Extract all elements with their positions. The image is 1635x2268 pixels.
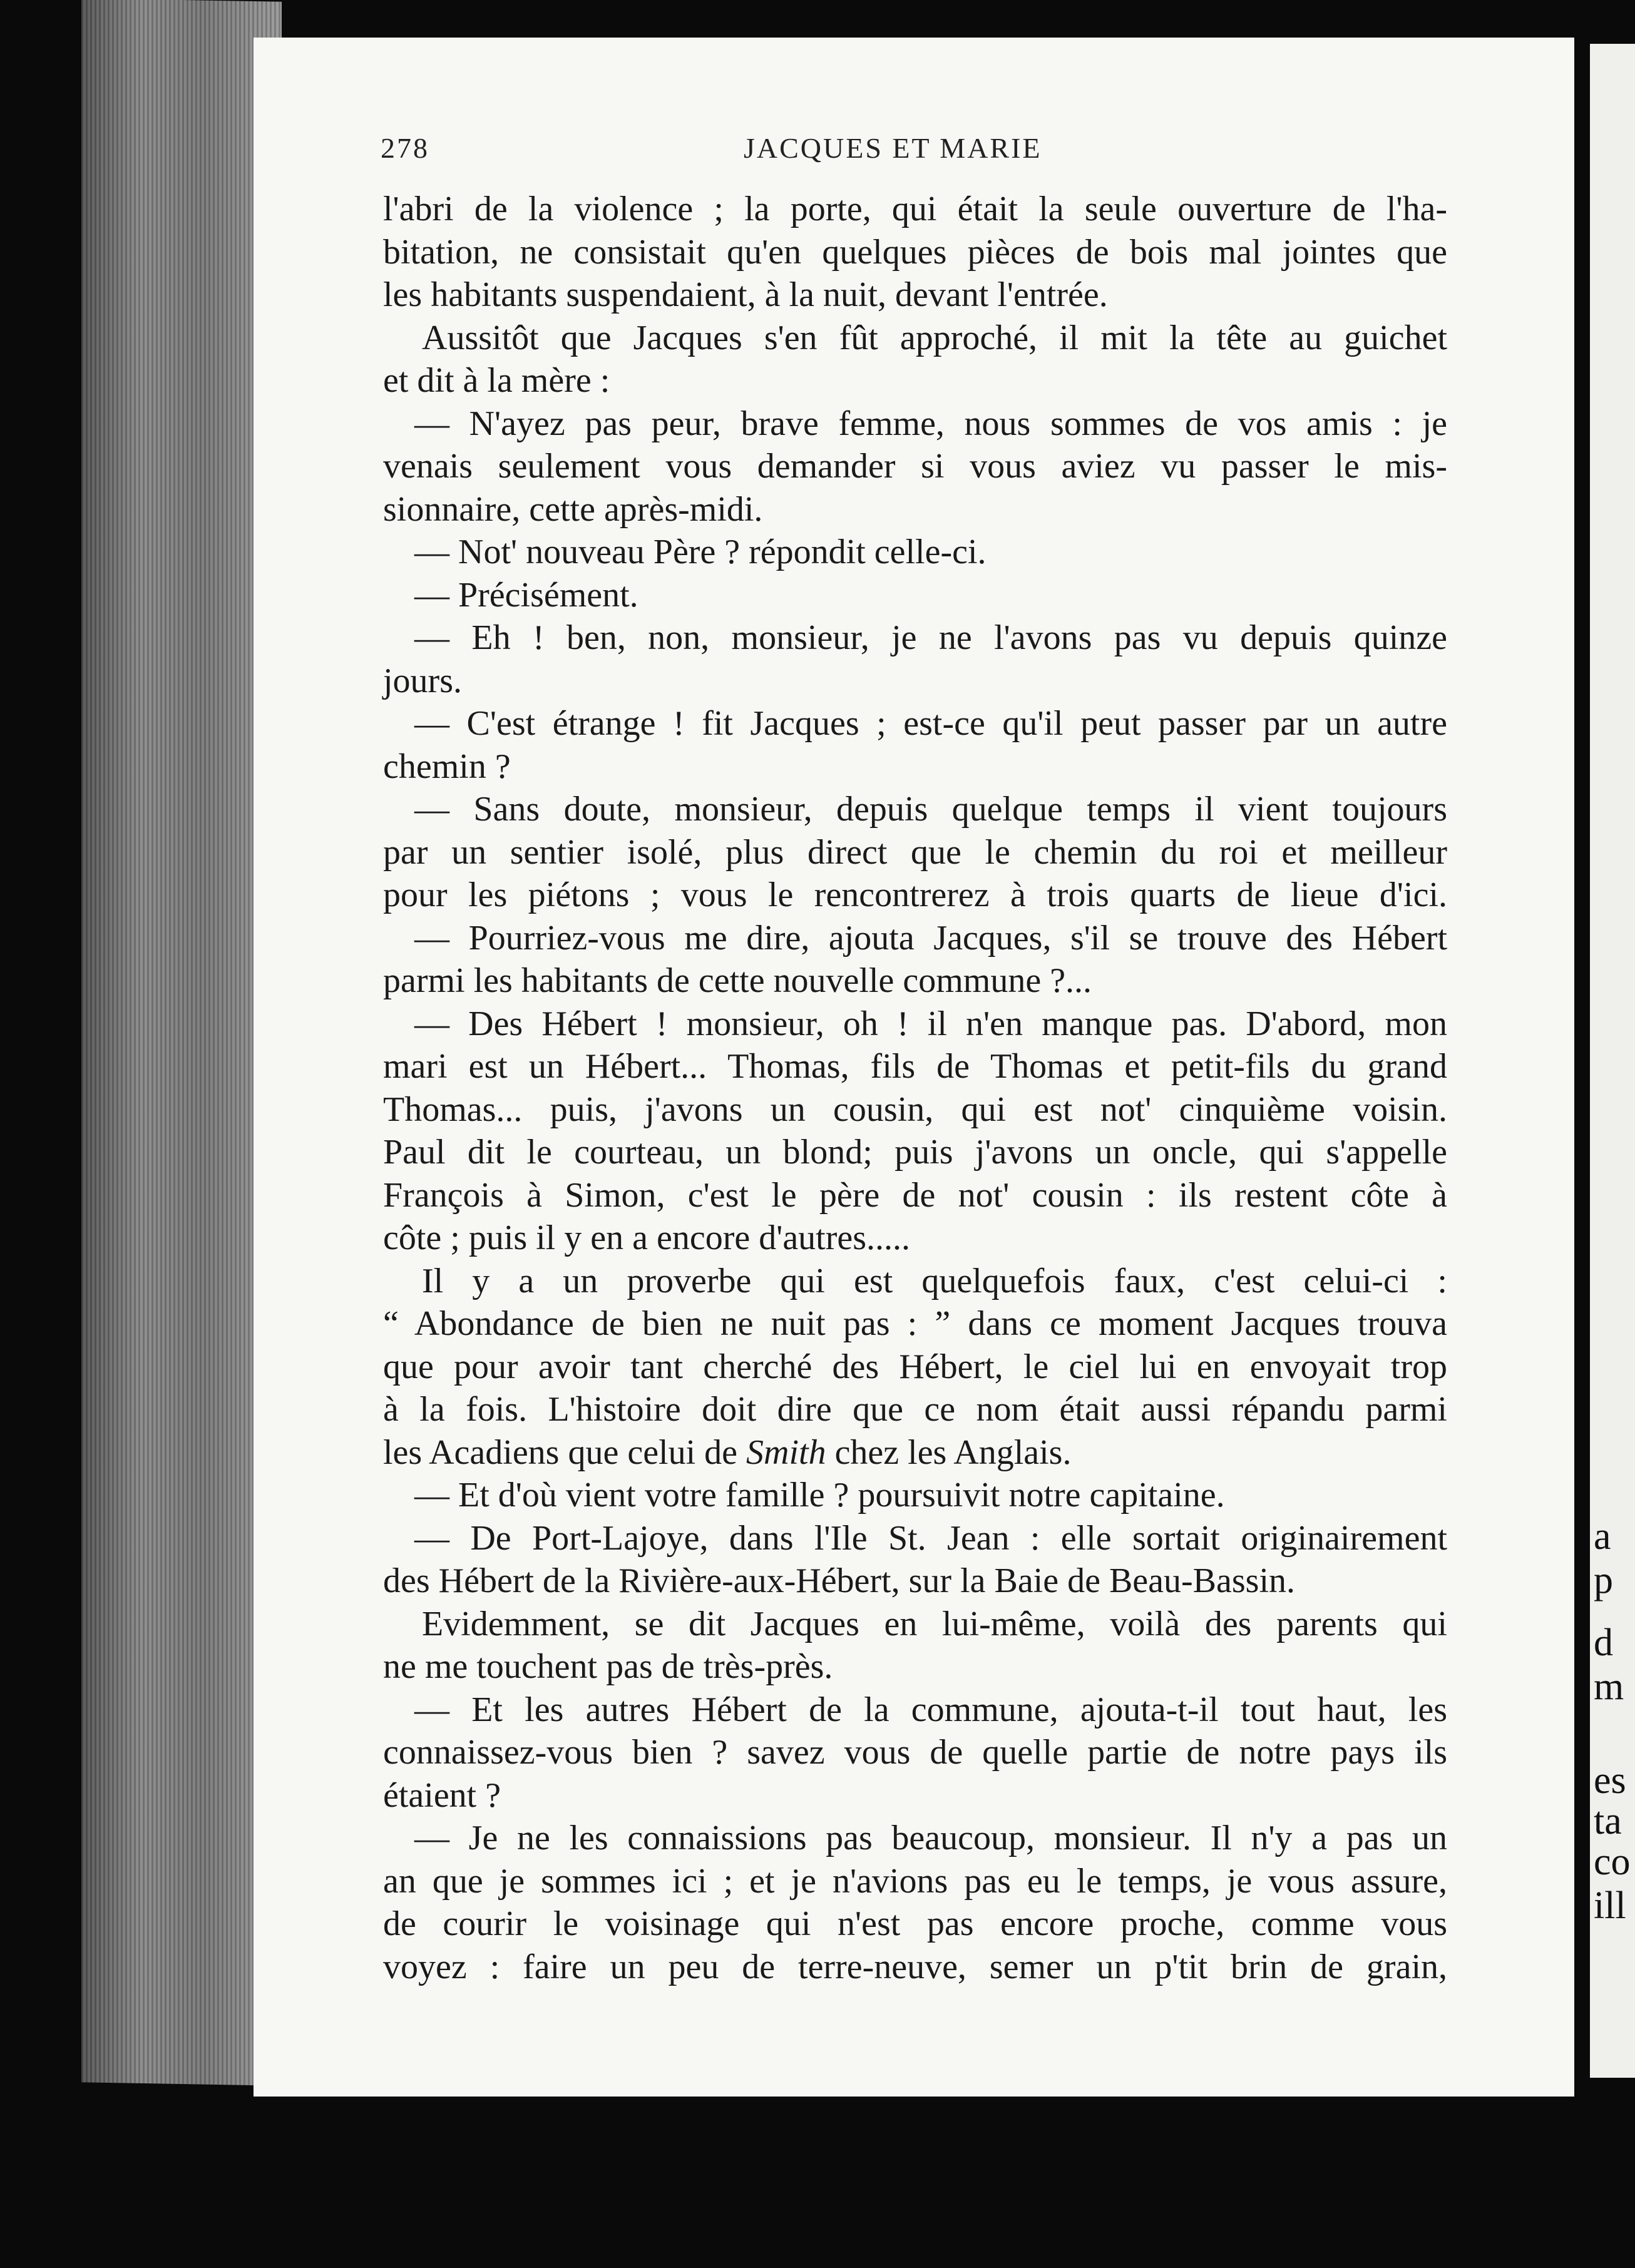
text-line: connaissez-vous bien ? savez vous de quelle partie de notre pays ils (383, 1733, 1447, 1772)
text-line: — Sans doute, monsieur, depuis quelque temps il vient toujours (414, 790, 1447, 829)
facing-page-fragment: es (1594, 1759, 1626, 1802)
text-line: jours. (383, 661, 462, 700)
page-number: 278 (381, 132, 429, 164)
text-line: mari est un Hébert... Thomas, fils de Thomas et petit-fils du grand (383, 1047, 1447, 1086)
text-line: par un sentier isolé, plus direct que le chemin du roi et meilleur (383, 832, 1447, 872)
text-line: de courir le voisinage qui n'est pas encore proche, comme vous (383, 1904, 1447, 1943)
text-line: Evidemment, se dit Jacques en lui-même, voilà des parents qui (422, 1604, 1447, 1643)
text-line: — Et d'où vient votre famille ? poursuivit notre capitaine. (414, 1476, 1225, 1515)
text-line: — Et les autres Hébert de la commune, ajouta-t-il tout haut, les (414, 1690, 1447, 1729)
text-line: — Not' nouveau Père ? répondit celle-ci. (414, 533, 987, 571)
facing-page-fragment: p (1594, 1559, 1613, 1601)
text-line: bitation, ne consistait qu'en quelques pièces de bois mal jointes que (383, 232, 1447, 272)
text-line: Paul dit le courteau, un blond; puis j'avons un oncle, qui s'appelle (383, 1133, 1447, 1172)
text-line: — N'ayez pas peur, brave femme, nous sommes de vos amis : je (414, 404, 1447, 443)
text-line: et dit à la mère : (383, 361, 610, 400)
text-line: pour les piétons ; vous le rencontrerez à trois quarts de lieue d'ici. (383, 876, 1447, 914)
text-line: — C'est étrange ! fit Jacques ; est-ce qu'il peut passer par un autre (414, 704, 1447, 743)
text-line: “ Abondance de bien ne nuit pas : ” dans ce moment Jacques trouva (383, 1304, 1447, 1343)
facing-page-fragment: m (1594, 1665, 1624, 1708)
running-head: JACQUES ET MARIE (744, 132, 1042, 164)
text-line: — Je ne les connaissions pas beaucoup, monsieur. Il n'y a pas un (414, 1819, 1447, 1857)
text-line: an que je sommes ici ; et je n'avions pas eu le temps, je vous assure, (383, 1861, 1447, 1901)
text-line: sionnaire, cette après-midi. (383, 489, 763, 529)
italic-word: Smith (746, 1433, 826, 1472)
facing-page-fragment: d (1594, 1622, 1613, 1664)
text-line: — Des Hébert ! monsieur, oh ! il n'en manque pas. D'abord, mon (414, 1004, 1447, 1043)
text-line: — Eh ! ben, non, monsieur, je ne l'avons pas vu depuis quinze (414, 618, 1447, 657)
facing-page-fragment: ta (1594, 1800, 1622, 1842)
body-text (383, 188, 1447, 1988)
book-page-edges (81, 0, 282, 2086)
facing-page-fragment: a (1594, 1515, 1611, 1558)
facing-page-fragment: ill (1594, 1884, 1626, 1927)
facing-page-edge (1590, 44, 1635, 2078)
text-line: à la fois. L'histoire doit dire que ce nom était aussi répandu parmi (383, 1390, 1447, 1429)
text-line: Thomas... puis, j'avons un cousin, qui est not' cinquième voisin. (383, 1090, 1447, 1129)
text-line: Il y a un proverbe qui est quelquefois faux, c'est celui-ci : (422, 1261, 1447, 1300)
text-line: François à Simon, c'est le père de not' cousin : ils restent côte à (383, 1175, 1447, 1215)
text-line: l'abri de la violence ; la porte, qui était la seule ouverture de l'ha- (383, 190, 1447, 228)
text-line: parmi les habitants de cette nouvelle commune ?... (383, 961, 1092, 1000)
text-line: — Pourriez-vous me dire, ajouta Jacques, s'il se trouve des Hébert (414, 918, 1447, 958)
text-line: chemin ? (383, 747, 511, 786)
text-line: Aussitôt que Jacques s'en fût approché, il mit la tête au guichet (422, 318, 1447, 357)
text-line: les habitants suspendaient, à la nuit, devant l'entrée. (383, 275, 1108, 314)
page-header (381, 131, 1445, 181)
text-line: que pour avoir tant cherché des Hébert, le ciel lui en envoyait trop (383, 1347, 1447, 1386)
text-line: côte ; puis il y en a encore d'autres..... (383, 1218, 911, 1257)
text-line: ne me touchent pas de très-près. (383, 1647, 833, 1686)
text-line: les Acadiens que celui de Smith chez les Anglais. (383, 1433, 1072, 1472)
text-line: étaient ? (383, 1775, 501, 1815)
text-line: voyez : faire un peu de terre-neuve, semer un p'tit brin de grain, (383, 1947, 1447, 1986)
text-line: des Hébert de la Rivière-aux-Hébert, sur la Baie de Beau-Bassin. (383, 1561, 1296, 1600)
text-line: venais seulement vous demander si vous aviez vu passer le mis- (383, 447, 1447, 486)
text-line: — De Port-Lajoye, dans l'Ile St. Jean : elle sortait originairement (414, 1518, 1447, 1558)
facing-page-fragment: co (1594, 1841, 1631, 1883)
text-line: — Précisément. (414, 575, 638, 615)
